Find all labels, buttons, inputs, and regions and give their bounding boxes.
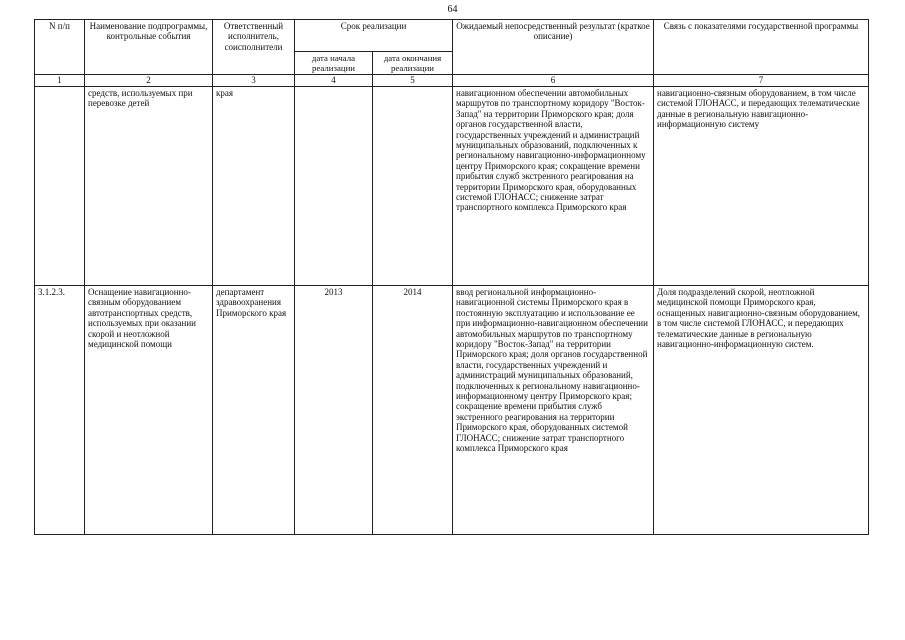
column-number: 2: [85, 75, 213, 87]
row-end: [373, 87, 453, 286]
column-number: 5: [373, 75, 453, 87]
column-number: 3: [213, 75, 295, 87]
header-responsible: Ответственный исполнитель, соисполнители: [213, 20, 295, 75]
row-result: ввод региональной информационно-навигационной системы Приморского края в постоянную эксплуатацию и использование ее при информационно-навигационном обеспечении автомобильных маршрутов по транспортному коридору "Восток-Запад" на территории Приморского края; доля органов государственной власти, государственных учреждений и администраций муниципальных образований, подключенных к региональному навигационно-информационному центру Приморского края; сокращение времени прибытия служб экстренного реагирования на территории Приморского края, оборудованных системой ГЛОНАСС; снижение затрат транспортного комплекса Приморского края: [453, 286, 654, 535]
column-number: 4: [295, 75, 373, 87]
header-term: Срок реализации: [295, 20, 453, 52]
row-start: [295, 87, 373, 286]
header-link: Связь с показателями государственной программы: [654, 20, 869, 75]
header-start: дата начала реализации: [295, 52, 373, 75]
header-result: Ожидаемый непосредственный результат (краткое описание): [453, 20, 654, 75]
row-responsible: края: [213, 87, 295, 286]
row-num: [35, 87, 85, 286]
header-name: Наименование подпрограммы, контрольные события: [85, 20, 213, 75]
column-number: 1: [35, 75, 85, 87]
row-name: Оснащение навигационно-связным оборудованием автотранспортных средств, используемых при оказании скорой и неотложной медицинской помощи: [85, 286, 213, 535]
page-number: 64: [447, 4, 458, 15]
table-row: [35, 87, 869, 286]
program-table: [34, 19, 869, 535]
row-link: Доля подразделений скорой, неотложной медицинской помощи Приморского края, оснащенных навигационно-связным оборудованием, в том числе системой ГЛОНАСС, и передающих телематические данные в региональную навигационно-информационную систем.: [654, 286, 869, 535]
row-name: средств, используемых при перевозке детей: [85, 87, 213, 286]
header-num: N п/п: [35, 20, 85, 75]
column-number-row: [35, 75, 869, 87]
row-end: 2014: [373, 286, 453, 535]
row-num: 3.1.2.3.: [35, 286, 85, 535]
column-number: 7: [654, 75, 869, 87]
row-start: 2013: [295, 286, 373, 535]
column-number: 6: [453, 75, 654, 87]
row-responsible: департамент здравоохранения Приморского края: [213, 286, 295, 535]
table-row: [35, 286, 869, 535]
header-end: дата окончания реализации: [373, 52, 453, 75]
row-link: навигационно-связным оборудованием, в том числе системой ГЛОНАСС, и передающих телематические данные в региональную навигационно-информационную систему: [654, 87, 869, 286]
row-result: навигационном обеспечении автомобильных маршрутов по транспортному коридору "Восток-Запад" на территории Приморского края; доля органов государственной власти, государственных учреждений и администраций муниципальных образований, подключенных к региональному навигационно-информационному центру Приморского края; сокращение времени прибытия служб экстренного реагирования на территории Приморского края, оборудованных системой ГЛОНАСС; снижение затрат транспортного комплекса Приморского края: [453, 87, 654, 286]
